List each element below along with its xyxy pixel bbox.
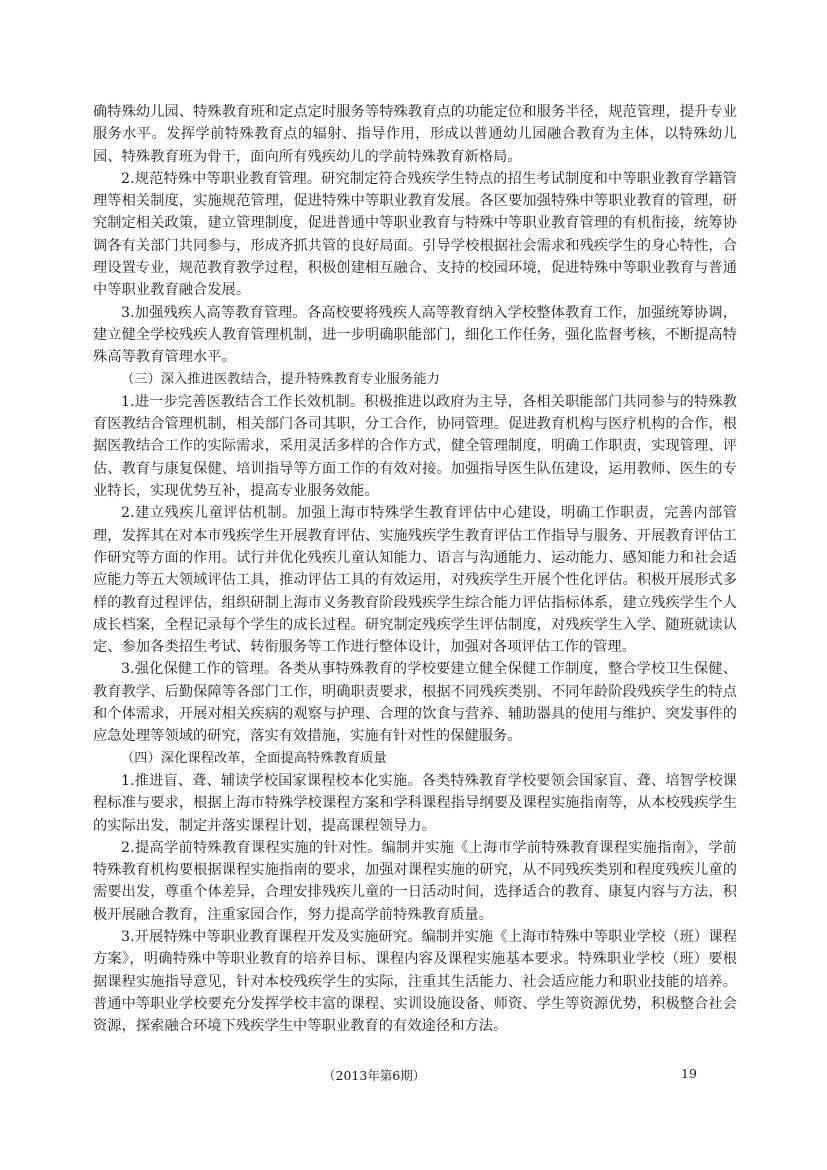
paragraph: 1.推进盲、聋、辅读学校国家课程校本化实施。各类特殊教育学校要领会国家盲、聋、培智学校课程标准与要求，根据上海市特殊学校课程方案和学科课程指导纲要及课程实施指南等，从本校残疾学生的实际出发，制定并落实课程计划，提高课程领导力。 — [93, 772, 737, 834]
paragraph: 3.强化保健工作的管理。各类从事特殊教育的学校要建立健全保健工作制度，整合学校卫生保健、教育教学、后勤保障等各部门工作，明确职责要求，根据不同残疾类别、不同年龄阶段残疾学生的特点和个体需求，开展对相关疾病的观察与护理、合理的饮食与营养、辅助器具的使用与维护、突发事件的应急处理等领域的研究，落实有效措施，实施有针对性的保健服务。 — [93, 661, 737, 745]
page-number: 19 — [681, 1066, 697, 1081]
paragraph: 2.提高学前特殊教育课程实施的针对性。编制并实施《上海市学前特殊教育课程实施指南》，学前特殊教育机构要根据课程实施指南的要求，加强对课程实施的研究，从不同残疾类别和程度残疾儿童的需要出发，尊重个体差异，合理安排残疾儿童的一日活动时间，选择适合的教育、康复内容与方法，积极开展融合教育，注重家园合作，努力提高学前特殊教育质量。 — [93, 839, 737, 923]
page-footer — [0, 1066, 827, 1088]
section-heading: （四）深化课程改革，全面提高特殊教育质量 — [121, 750, 387, 766]
paragraph: 确特殊幼儿园、特殊教育班和定点定时服务等特殊教育点的功能定位和服务半径，规范管理，提升专业服务水平。发挥学前特殊教育点的辐射、指导作用，形成以普通幼儿园融合教育为主体，以特殊幼儿园、特殊教育班为骨干，面向所有残疾幼儿的学前特殊教育新格局。 — [93, 104, 737, 165]
paragraph: 2.规范特殊中等职业教育管理。研究制定符合残疾学生特点的招生考试制度和中等职业教育学籍管理等相关制度，实施规范管理，促进特殊中等职业教育发展。各区要加强特殊中等职业教育的管理，研究制定相关政策，建立管理制度，促进普通中等职业教育与特殊中等职业教育管理的有机衔接，统筹协调各有关部门共同参与，形成齐抓共管的良好局面。引导学校根据社会需求和残疾学生的身心特性，合理设置专业，规范教育教学过程，积极创建相互融合、支持的校园环境，促进特殊中等职业教育与普通中等职业教育融合发展。 — [93, 170, 737, 299]
paragraph: 3.加强残疾人高等教育管理。各高校要将残疾人高等教育纳入学校整体教育工作，加强统筹协调，建立健全学校残疾人教育管理机制，进一步明确职能部门，细化工作任务，强化监督考核，不断提高特殊高等教育管理水平。 — [93, 304, 737, 366]
section-heading: （三）深入推进医教结合，提升特殊教育专业服务能力 — [121, 371, 440, 387]
paragraph: 2.建立残疾儿童评估机制。加强上海市特殊学生教育评估中心建设，明确工作职责，完善内部管理，发挥其在对本市残疾学生开展教育评估、实施残疾学生教育评估工作指导与服务、开展教育评估工作研究等方面的作用。试行并优化残疾儿童认知能力、语言与沟通能力、运动能力、感知能力和社会适应能力等五大领域评估工具，推动评估工具的有效运用，对残疾学生开展个性化评估。积极开展形式多样的教育过程评估，组织研制上海市义务教育阶段残疾学生综合能力评估指标体系，建立残疾学生个人成长档案，全程记录每个学生的成长过程。研究制定残疾学生评估制度，对残疾学生入学、随班就读认定、参加各类招生考试、转衔服务等工作进行整体设计，加强对各项评估工作的管理。 — [93, 505, 737, 656]
paragraph: 3.开展特殊中等职业教育课程开发及实施研究。编制并实施《上海市特殊中等职业学校（班）课程方案》，明确特殊中等职业教育的培养目标、课程内容及课程实施基本要求。特殊职业学校（班）要根据课程实施指导意见，针对本校残疾学生的实际，注重其生活能力、社会适应能力和职业技能的培养。普通中等职业学校要充分发挥学校丰富的课程、实训设施设备、师资、学生等资源优势，积极整合社会资源，探索融合环境下残疾学生中等职业教育的有效途径和方法。 — [93, 928, 737, 1035]
paragraph: 1.进一步完善医教结合工作长效机制。积极推进以政府为主导，各相关职能部门共同参与的特殊教育医教结合管理机制，相关部门各司其职，分工合作，协同管理。促进教育机构与医疗机构的合作，根据医教结合工作的实际需求，采用灵活多样的合作方式，健全管理制度，明确工作职责，实现管理、评估、教育与康复保健、培训指导等方面工作的有效对接。加强指导医生队伍建设，运用教师、医生的专业特长，实现优势互补，提高专业服务效能。 — [93, 393, 737, 500]
article-body — [93, 101, 737, 1037]
issue-label: （2013年第6期） — [323, 1068, 426, 1083]
